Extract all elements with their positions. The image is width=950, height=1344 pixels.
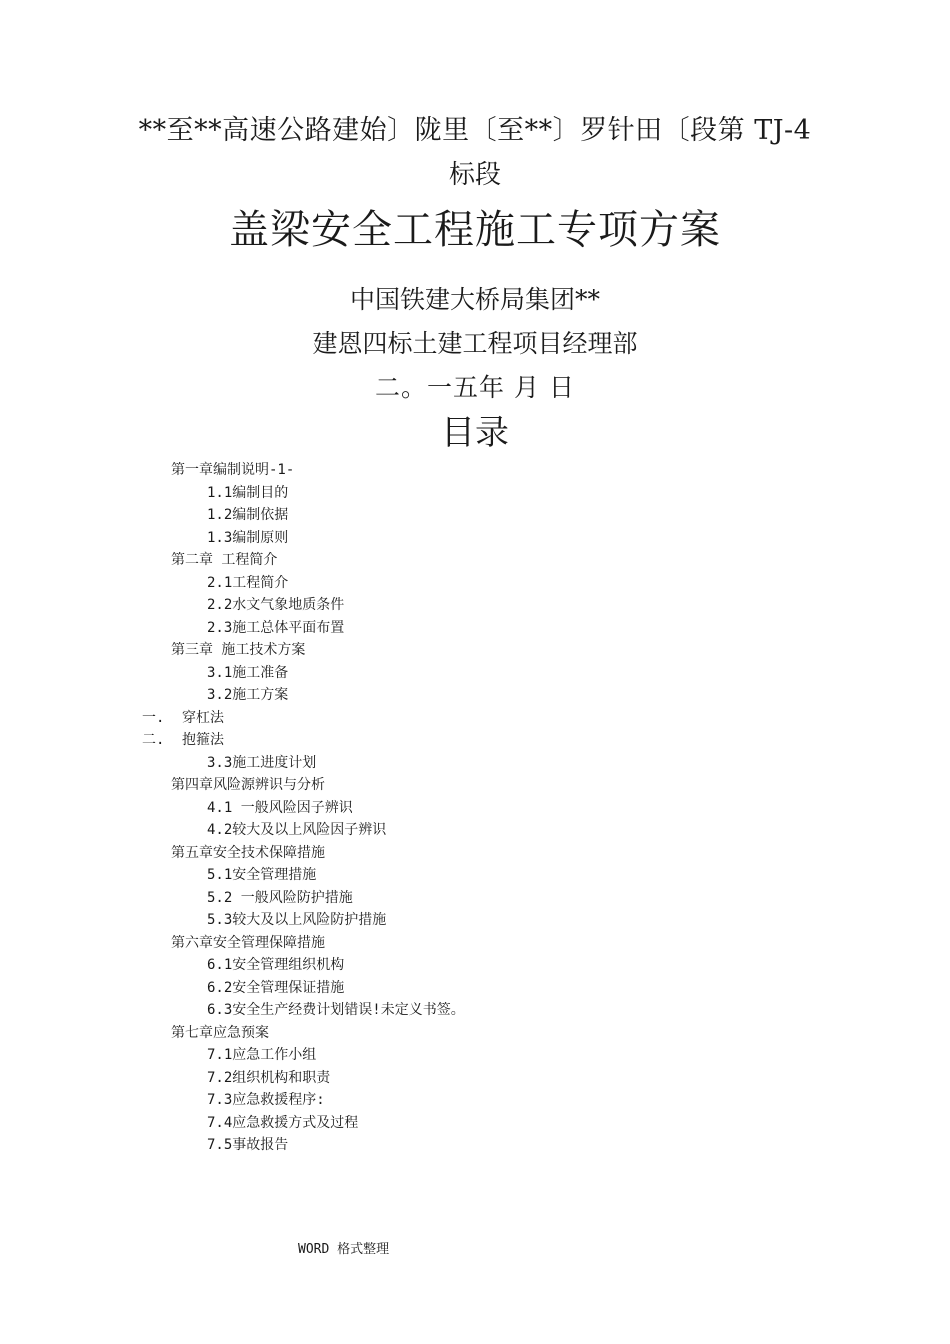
toc-section-entry[interactable] [0, 527, 950, 550]
toc-section-entry[interactable] [0, 977, 950, 1000]
toc-entry-text: 7.4应急救援方式及过程 [207, 1114, 359, 1131]
toc-section-entry[interactable] [0, 662, 950, 685]
toc-entry-text: 5.2 一般风险防护措施 [207, 889, 353, 906]
toc-entry-text: 第四章风险源辨识与分析 [171, 777, 325, 793]
toc-section-entry[interactable] [0, 504, 950, 527]
toc-title: 目录 [441, 413, 509, 453]
organization-name: 中国铁建大桥局集团** [349, 285, 600, 314]
toc-entry-text: 2.3施工总体平面布置 [207, 619, 345, 636]
toc-entry-text: 2.1工程简介 [207, 574, 289, 591]
toc-chapter-entry[interactable] [0, 842, 950, 865]
toc-section-entry[interactable] [0, 819, 950, 842]
toc-entry-text: 4.1 一般风险因子辨识 [207, 799, 353, 816]
project-section-heading-continued: 标段 [448, 160, 501, 190]
toc-subitem-entry[interactable] [0, 707, 950, 730]
toc-entry-text: 第三章 施工技术方案 [171, 642, 306, 658]
document-title: 盖梁安全工程施工专项方案 [229, 207, 721, 253]
toc-entry-text: 第一章编制说明-1- [171, 462, 295, 478]
document-date: 二。一五年 月 日 [375, 373, 575, 402]
toc-section-entry[interactable] [0, 752, 950, 775]
toc-entry-text: 6.2安全管理保证措施 [207, 979, 345, 996]
toc-section-entry[interactable] [0, 594, 950, 617]
toc-chapter-entry[interactable] [0, 459, 950, 482]
table-of-contents [0, 459, 950, 1157]
toc-section-entry[interactable] [0, 1112, 950, 1135]
toc-entry-text: 3.1施工准备 [207, 664, 289, 681]
toc-section-entry[interactable] [0, 954, 950, 977]
toc-entry-text: 3.2施工方案 [207, 687, 289, 703]
toc-entry-text: 1.2编制依据 [207, 507, 289, 523]
toc-section-entry[interactable] [0, 572, 950, 595]
toc-entry-text: 7.5事故报告 [207, 1137, 289, 1153]
toc-entry-text: 1.1编制目的 [207, 484, 289, 501]
toc-section-entry[interactable] [0, 887, 950, 910]
toc-subitem-entry[interactable] [0, 729, 950, 752]
toc-entry-text: 穿杠法 [182, 709, 224, 726]
toc-entry-text: 第五章安全技术保障措施 [171, 844, 325, 861]
toc-entry-text: 第七章应急预案 [171, 1024, 269, 1041]
toc-entry-text: 抱箍法 [182, 732, 224, 748]
toc-entry-text: 6.3安全生产经费计划错误!未定义书签。 [207, 1002, 465, 1018]
project-section-heading: **至**高速公路建始〕陇里〔至**〕罗针田〔段第 TJ-4 [138, 115, 812, 146]
toc-entry-text: 5.3较大及以上风险防护措施 [207, 912, 387, 928]
toc-section-entry[interactable] [0, 909, 950, 932]
toc-section-entry[interactable] [0, 1134, 950, 1157]
toc-entry-text: 第二章 工程简介 [171, 552, 278, 568]
toc-entry-text: 3.3施工进度计划 [207, 754, 317, 771]
toc-chapter-entry[interactable] [0, 549, 950, 572]
toc-section-entry[interactable] [0, 1044, 950, 1067]
page-footer: WORD 格式整理 [298, 1242, 390, 1257]
toc-section-entry[interactable] [0, 864, 950, 887]
toc-section-entry[interactable] [0, 797, 950, 820]
toc-entry-text: 5.1安全管理措施 [207, 867, 317, 883]
toc-entry-text: 6.1安全管理组织机构 [207, 957, 345, 973]
toc-entry-text: 2.2水文气象地质条件 [207, 597, 345, 613]
toc-section-entry[interactable] [0, 1067, 950, 1090]
toc-entry-text: 7.3应急救援程序: [207, 1092, 325, 1108]
toc-section-entry[interactable] [0, 482, 950, 505]
toc-section-entry[interactable] [0, 617, 950, 640]
project-department-name: 建恩四标土建工程项目经理部 [312, 329, 638, 358]
toc-entry-text: 4.2较大及以上风险因子辨识 [207, 822, 387, 838]
toc-chapter-entry[interactable] [0, 639, 950, 662]
toc-entry-text: 第六章安全管理保障措施 [171, 934, 325, 951]
toc-chapter-entry[interactable] [0, 774, 950, 797]
toc-entry-text: 1.3编制原则 [207, 529, 289, 546]
toc-section-entry[interactable] [0, 1089, 950, 1112]
toc-entry-text: 7.2组织机构和职责 [207, 1069, 331, 1086]
toc-entry-text: 7.1应急工作小组 [207, 1047, 317, 1063]
toc-chapter-entry[interactable] [0, 932, 950, 955]
toc-item-number: 二. [142, 732, 165, 748]
toc-section-entry[interactable] [0, 684, 950, 707]
toc-item-number: 一. [142, 709, 165, 726]
toc-section-entry[interactable] [0, 999, 950, 1022]
toc-chapter-entry[interactable] [0, 1022, 950, 1045]
